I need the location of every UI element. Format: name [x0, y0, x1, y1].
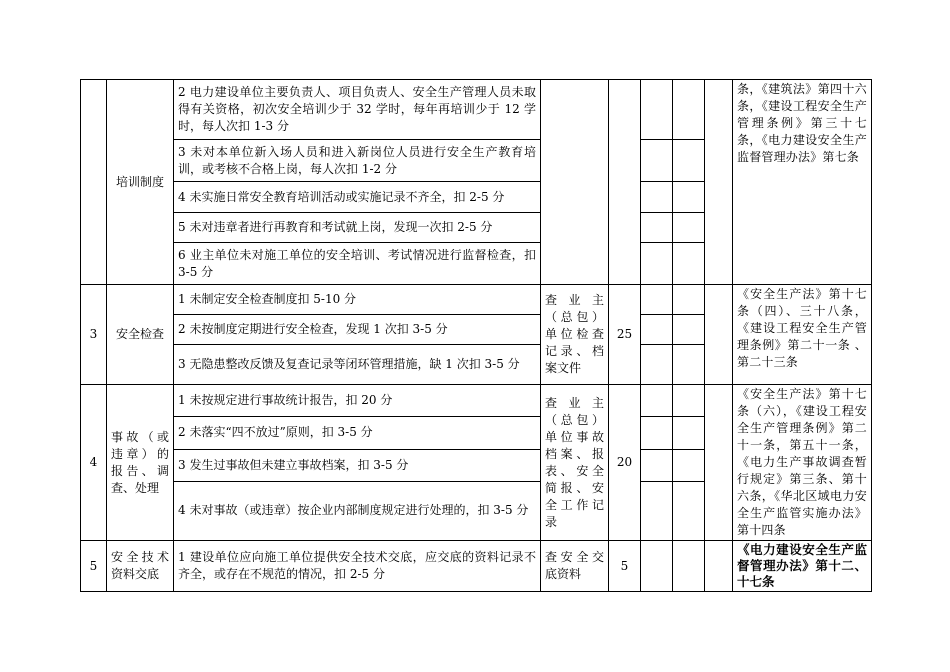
blank-cell [673, 449, 705, 481]
blank-cell [673, 213, 705, 243]
criterion: 3 未对本单位新入场人员和进入新岗位人员进行安全生产教育培训，或考核不合格上岗，每人次扣 1-2 分 [174, 140, 541, 182]
blank-cell [641, 182, 673, 213]
blank-cell [641, 213, 673, 243]
legal-basis: 《安全生产法》第十七条（六），《建设工程安全生产管理条例》第二十一条，第五十一条，《电力生产事故调查暂行规定》第三条、第十六条，《华北区域电力安全生产监管实施办法》第十四条 [733, 385, 872, 541]
table-row [81, 285, 872, 315]
criterion: 1 建设单位应向施工单位提供安全技术交底，应交底的资料记录不齐全，或存在不规范的情况，扣 2-5 分 [174, 541, 541, 592]
row-number [81, 80, 107, 285]
item-name: 安全检查 [107, 285, 174, 385]
score [609, 80, 641, 285]
blank-cell [641, 315, 673, 345]
blank-cell [705, 541, 733, 592]
row-number: 5 [81, 541, 107, 592]
legal-basis: 《电力建设安全生产监督管理办法》第十二、十七条 [733, 541, 872, 592]
score: 20 [609, 385, 641, 541]
legal-basis: 《安全生产法》第十七条（四）、三十八条，《建设工程安全生产管理条例》第二十一条 、第二十三条 [733, 285, 872, 385]
criterion: 2 未按制度定期进行安全检查，发现 1 次扣 3-5 分 [174, 315, 541, 345]
row-number: 3 [81, 285, 107, 385]
inspection-table [80, 79, 872, 592]
blank-cell [705, 385, 733, 541]
table-row [81, 385, 872, 417]
blank-cell [673, 80, 705, 140]
criterion: 6 业主单位未对施工单位的安全培训、考试情况进行监督检查，扣 3-5 分 [174, 243, 541, 285]
criterion: 3 无隐患整改反馈及复查记录等闭环管理措施，缺 1 次扣 3-5 分 [174, 345, 541, 385]
item-name: 培训制度 [107, 80, 174, 285]
blank-cell [641, 140, 673, 182]
blank-cell [641, 541, 673, 592]
blank-cell [673, 140, 705, 182]
criterion: 2 未落实“四不放过”原则，扣 3-5 分 [174, 417, 541, 449]
blank-cell [641, 449, 673, 481]
blank-cell [673, 541, 705, 592]
criterion: 1 未按规定进行事故统计报告，扣 20 分 [174, 385, 541, 417]
item-name: 安全技术资料交底 [107, 541, 174, 592]
check-method: 查 业 主（总包）单位检查记录、档案文件 [541, 285, 609, 385]
table-row [81, 80, 872, 140]
blank-cell [641, 385, 673, 417]
row-number: 4 [81, 385, 107, 541]
blank-cell [673, 243, 705, 285]
blank-cell [641, 243, 673, 285]
blank-cell [641, 285, 673, 315]
criterion: 4 未实施日常安全教育培训活动或实施记录不齐全，扣 2-5 分 [174, 182, 541, 213]
blank-cell [705, 80, 733, 285]
criterion: 3 发生过事故但未建立事故档案，扣 3-5 分 [174, 449, 541, 481]
blank-cell [705, 285, 733, 385]
criterion: 1 未制定安全检查制度扣 5-10 分 [174, 285, 541, 315]
blank-cell [673, 182, 705, 213]
score: 25 [609, 285, 641, 385]
blank-cell [641, 345, 673, 385]
criterion: 4 未对事故（或违章）按企业内部制度规定进行处理的，扣 3-5 分 [174, 481, 541, 540]
blank-cell [673, 481, 705, 540]
blank-cell [641, 417, 673, 449]
blank-cell [641, 481, 673, 540]
blank-cell [673, 285, 705, 315]
item-name: 事故（或违章）的报告、调查、处理 [107, 385, 174, 541]
blank-cell [673, 315, 705, 345]
blank-cell [673, 417, 705, 449]
criterion: 5 未对违章者进行再教育和考试就上岗，发现一次扣 2-5 分 [174, 213, 541, 243]
criterion: 2 电力建设单位主要负责人、项目负责人、安全生产管理人员未取得有关资格，初次安全培训少于 32 学时，每年再培训少于 12 学时，每人次扣 1-3 分 [174, 80, 541, 140]
score: 5 [609, 541, 641, 592]
check-method: 查安全交底资料 [541, 541, 609, 592]
check-method: 查 业 主（总包）单位事故档案、报表、安全简报、安全工作记录 [541, 385, 609, 541]
legal-basis: 条，《建筑法》第四十六条，《建设工程安全生产管理条例》第三十七条，《电力建设安全生产监督管理办法》第七条 [733, 80, 872, 285]
table-row [81, 541, 872, 592]
check-method [541, 80, 609, 285]
blank-cell [641, 80, 673, 140]
blank-cell [673, 385, 705, 417]
blank-cell [673, 345, 705, 385]
